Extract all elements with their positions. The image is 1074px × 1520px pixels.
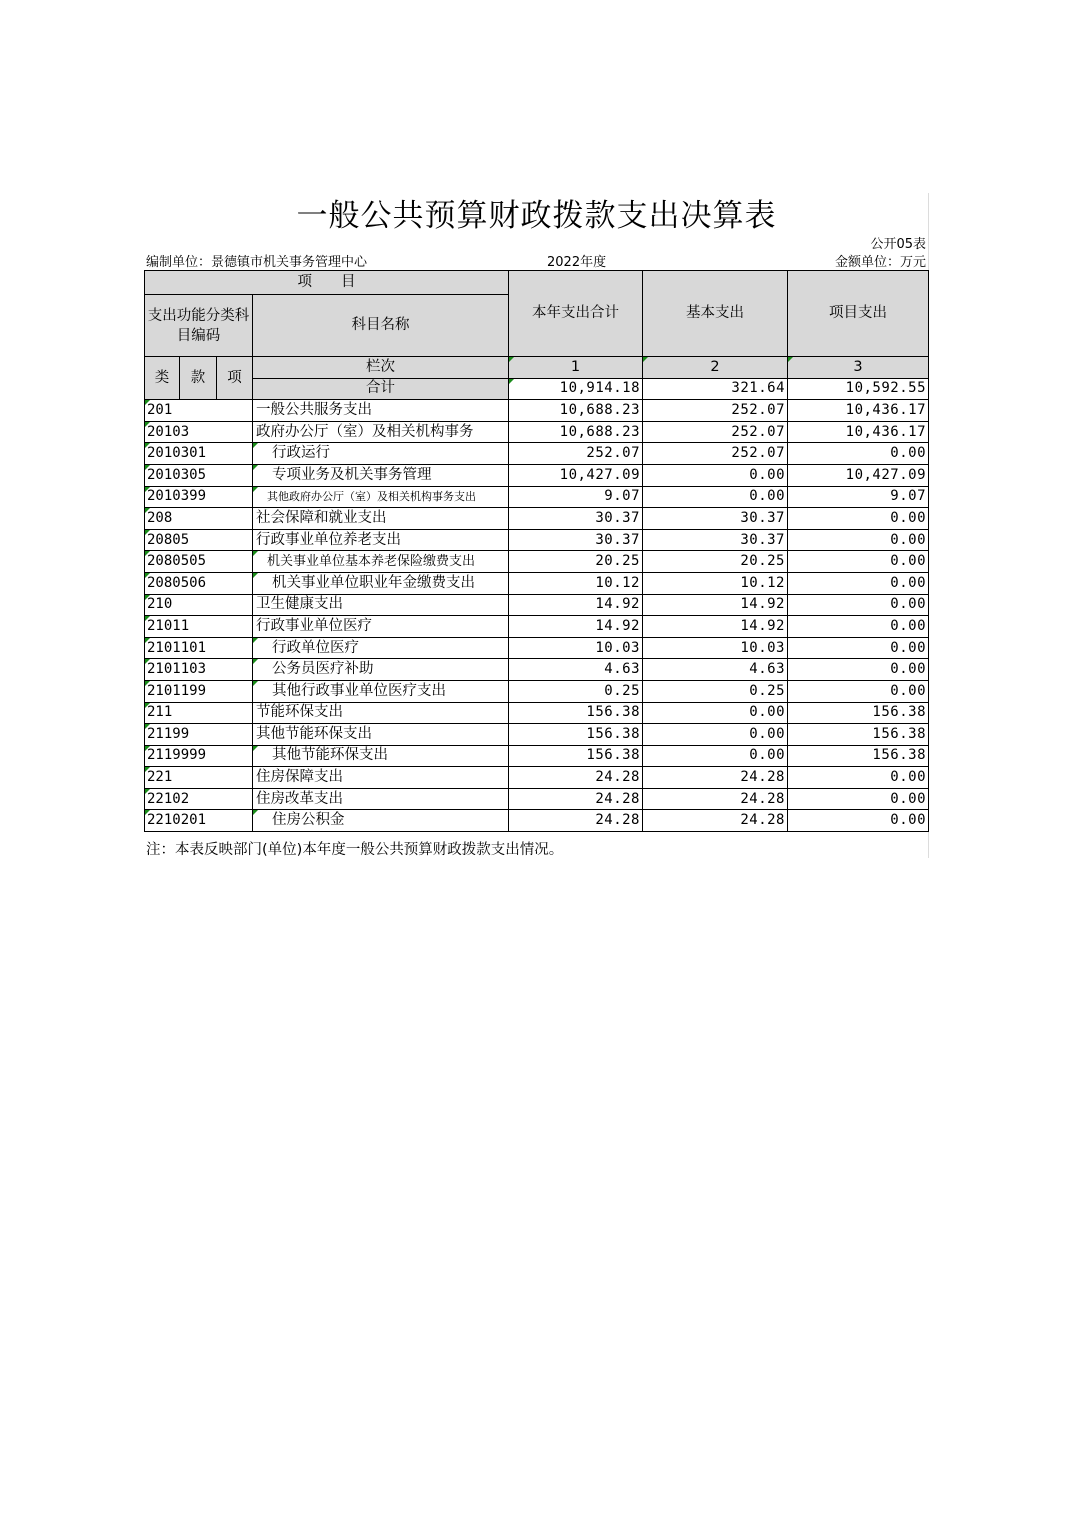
row-name: 其他行政事业单位医疗支出: [253, 680, 509, 702]
row-project: 156.38: [788, 724, 929, 746]
total-row-sum: 10,914.18: [509, 378, 643, 400]
table-row: [145, 788, 929, 810]
row-total: 252.07: [509, 443, 643, 465]
column-number-1: 1: [509, 357, 643, 379]
row-name: 住房公积金: [253, 810, 509, 832]
row-basic: 0.00: [643, 464, 788, 486]
row-code: 210: [145, 594, 253, 616]
row-project: 156.38: [788, 745, 929, 767]
row-code: 221: [145, 767, 253, 789]
table-row: [145, 767, 929, 789]
row-name: 一般公共服务支出: [253, 400, 509, 422]
column-number-3: 3: [788, 357, 929, 379]
row-basic: 4.63: [643, 659, 788, 681]
row-basic: 14.92: [643, 594, 788, 616]
table-row: [145, 421, 929, 443]
row-code: 2101101: [145, 637, 253, 659]
row-name: 行政事业单位养老支出: [253, 529, 509, 551]
row-basic: 30.37: [643, 508, 788, 530]
header-subject-name: 科目名称: [253, 295, 509, 357]
table-row: [145, 616, 929, 638]
row-project: 0.00: [788, 637, 929, 659]
row-project: 10,436.17: [788, 421, 929, 443]
row-total: 14.92: [509, 616, 643, 638]
row-basic: 24.28: [643, 788, 788, 810]
row-name: 机关事业单位职业年金缴费支出: [253, 572, 509, 594]
row-project: 0.00: [788, 529, 929, 551]
row-name: 其他政府办公厅（室）及相关机构事务支出: [253, 486, 509, 508]
row-name: 住房改革支出: [253, 788, 509, 810]
table-row: [145, 659, 929, 681]
row-name: 行政运行: [253, 443, 509, 465]
row-project: 9.07: [788, 486, 929, 508]
row-basic: 0.00: [643, 745, 788, 767]
row-code: 2010399: [145, 486, 253, 508]
row-total: 24.28: [509, 810, 643, 832]
table-row: [145, 486, 929, 508]
row-code: 2010305: [145, 464, 253, 486]
table-row: [145, 680, 929, 702]
row-project: 0.00: [788, 767, 929, 789]
row-basic: 252.07: [643, 421, 788, 443]
row-name: 其他节能环保支出: [253, 724, 509, 746]
row-total: 30.37: [509, 529, 643, 551]
form-number: 公开05表: [870, 237, 926, 252]
row-total: 0.25: [509, 680, 643, 702]
row-name: 公务员医疗补助: [253, 659, 509, 681]
row-code: 21011: [145, 616, 253, 638]
row-code: 2101103: [145, 659, 253, 681]
table-row: [145, 637, 929, 659]
row-basic: 10.12: [643, 572, 788, 594]
header-lei: 类: [145, 357, 180, 400]
table-row: [145, 551, 929, 573]
row-code: 2101199: [145, 680, 253, 702]
table-row: [145, 508, 929, 530]
header-col-total: 本年支出合计: [509, 271, 643, 357]
row-name: 节能环保支出: [253, 702, 509, 724]
table-row: [145, 810, 929, 832]
header-project: 项 目: [145, 271, 509, 295]
row-basic: 0.00: [643, 702, 788, 724]
row-project: 0.00: [788, 572, 929, 594]
table-row: [145, 529, 929, 551]
table-row: [145, 464, 929, 486]
row-basic: 0.25: [643, 680, 788, 702]
fiscal-year: 2022年度: [547, 255, 607, 270]
row-total: 4.63: [509, 659, 643, 681]
row-basic: 0.00: [643, 724, 788, 746]
column-number-2: 2: [643, 357, 788, 379]
row-basic: 0.00: [643, 486, 788, 508]
row-project: 0.00: [788, 788, 929, 810]
header-lanci: 栏次: [253, 357, 509, 379]
row-total: 30.37: [509, 508, 643, 530]
row-total: 24.28: [509, 767, 643, 789]
total-row-basic: 321.64: [643, 378, 788, 400]
row-code: 201: [145, 400, 253, 422]
row-code: 2080506: [145, 572, 253, 594]
row-project: 0.00: [788, 551, 929, 573]
row-total: 10.12: [509, 572, 643, 594]
header-func-code: 支出功能分类科目编码: [145, 295, 253, 357]
row-project: 0.00: [788, 443, 929, 465]
row-project: 0.00: [788, 680, 929, 702]
page-title: 一般公共预算财政拨款支出决算表: [296, 198, 777, 234]
row-project: 0.00: [788, 616, 929, 638]
row-basic: 252.07: [643, 443, 788, 465]
total-row-label: 合计: [253, 378, 509, 400]
row-name: 住房保障支出: [253, 767, 509, 789]
header-xiang: 项: [217, 357, 253, 400]
row-project: 0.00: [788, 810, 929, 832]
row-code: 2119999: [145, 745, 253, 767]
row-total: 24.28: [509, 788, 643, 810]
row-basic: 30.37: [643, 529, 788, 551]
row-code: 211: [145, 702, 253, 724]
table-row: [145, 702, 929, 724]
table-note: 注：本表反映部门(单位)本年度一般公共预算财政拨款支出情况。: [146, 842, 564, 858]
row-name: 卫生健康支出: [253, 594, 509, 616]
row-total: 9.07: [509, 486, 643, 508]
row-project: 0.00: [788, 659, 929, 681]
row-code: 2210201: [145, 810, 253, 832]
row-name: 机关事业单位基本养老保险缴费支出: [253, 551, 509, 573]
row-project: 0.00: [788, 594, 929, 616]
row-code: 22102: [145, 788, 253, 810]
row-project: 156.38: [788, 702, 929, 724]
row-total: 10.03: [509, 637, 643, 659]
row-name: 行政单位医疗: [253, 637, 509, 659]
expenditure-table: [144, 270, 929, 832]
header-col-basic: 基本支出: [643, 271, 788, 357]
row-code: 20103: [145, 421, 253, 443]
row-total: 156.38: [509, 745, 643, 767]
table-row: [145, 594, 929, 616]
row-basic: 20.25: [643, 551, 788, 573]
table-row: [145, 745, 929, 767]
row-total: 14.92: [509, 594, 643, 616]
row-total: 156.38: [509, 702, 643, 724]
row-code: 21199: [145, 724, 253, 746]
row-name: 社会保障和就业支出: [253, 508, 509, 530]
row-code: 20805: [145, 529, 253, 551]
row-code: 2080505: [145, 551, 253, 573]
row-total: 10,688.23: [509, 421, 643, 443]
row-name: 其他节能环保支出: [253, 745, 509, 767]
row-total: 156.38: [509, 724, 643, 746]
table-row: [145, 572, 929, 594]
table-row: [145, 724, 929, 746]
row-name: 行政事业单位医疗: [253, 616, 509, 638]
compiling-unit: 编制单位：景德镇市机关事务管理中心: [146, 255, 368, 270]
row-total: 10,427.09: [509, 464, 643, 486]
row-total: 10,688.23: [509, 400, 643, 422]
row-basic: 14.92: [643, 616, 788, 638]
currency-unit: 金额单位：万元: [834, 255, 926, 270]
row-basic: 252.07: [643, 400, 788, 422]
row-basic: 24.28: [643, 767, 788, 789]
header-col-project: 项目支出: [788, 271, 929, 357]
row-basic: 10.03: [643, 637, 788, 659]
row-basic: 24.28: [643, 810, 788, 832]
row-project: 0.00: [788, 508, 929, 530]
header-kuan: 款: [180, 357, 217, 400]
row-code: 208: [145, 508, 253, 530]
row-total: 20.25: [509, 551, 643, 573]
total-row-project: 10,592.55: [788, 378, 929, 400]
table-row: [145, 400, 929, 422]
table-row: [145, 443, 929, 465]
row-project: 10,427.09: [788, 464, 929, 486]
row-code: 2010301: [145, 443, 253, 465]
row-project: 10,436.17: [788, 400, 929, 422]
row-name: 专项业务及机关事务管理: [253, 464, 509, 486]
row-name: 政府办公厅（室）及相关机构事务: [253, 421, 509, 443]
